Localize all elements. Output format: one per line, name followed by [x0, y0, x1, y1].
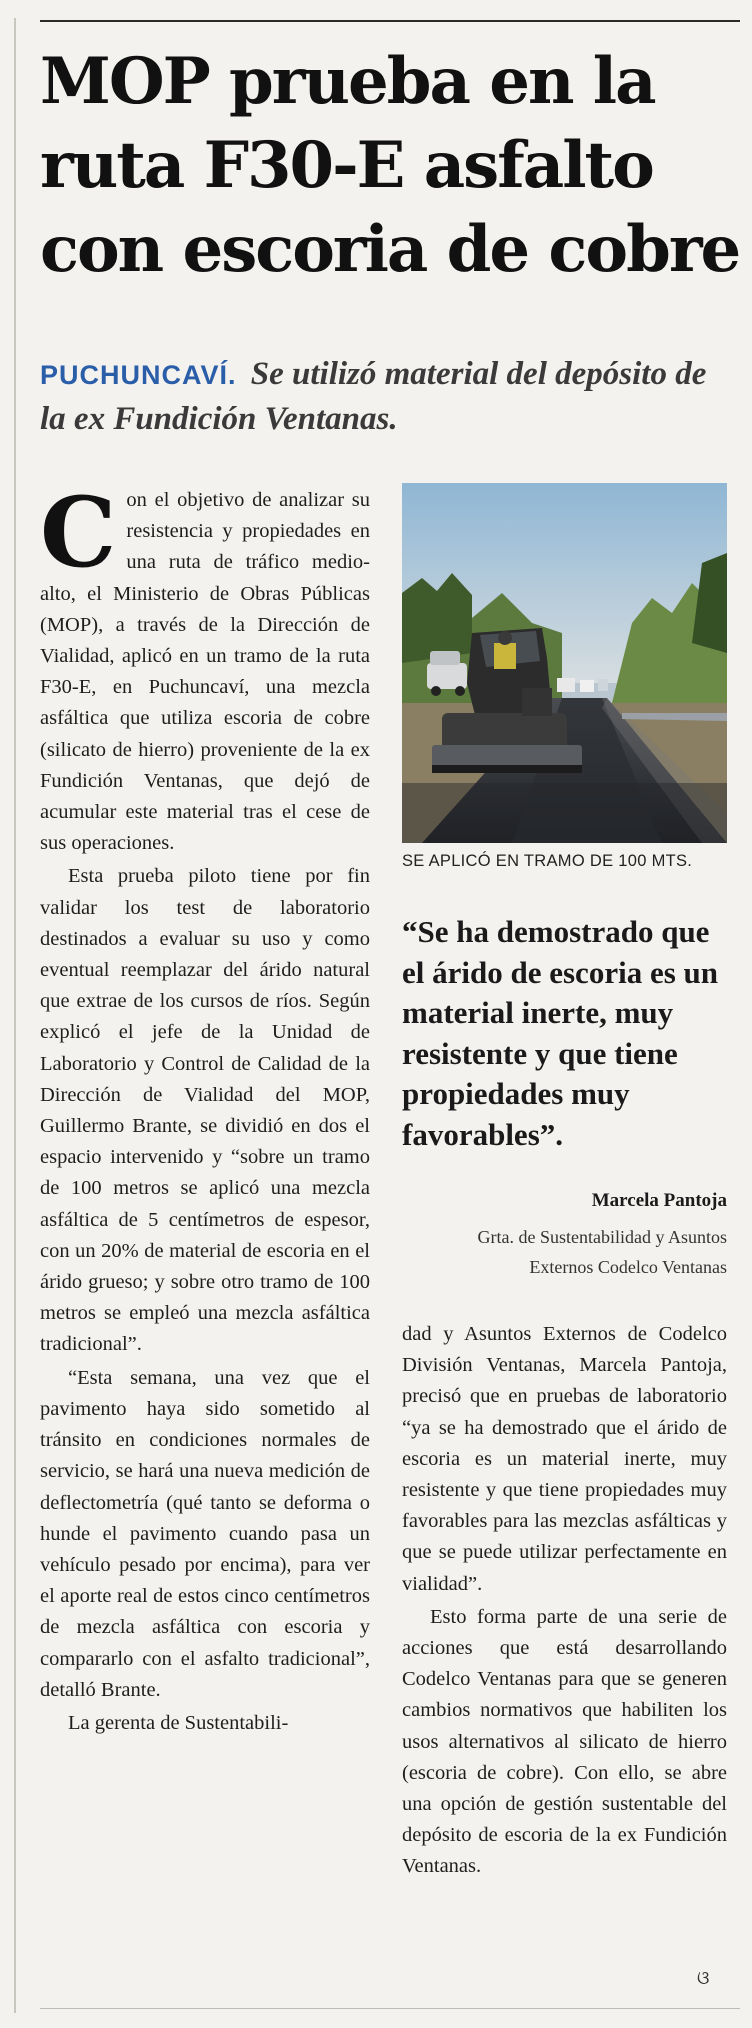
body-paragraph-1-text: on el objetivo de analizar su resistencia y propiedades en una ruta de tráfico medio-alto, el Ministerio de Obras Públicas (MOP), a través de la Dirección de Vialidad, aplicó en un tramo de la ruta F30-E, en Puchuncaví, una mezcla asfáltica que utiliza escoria de cobre (silicato de hierro) proveniente de la ex Fundición Ventanas, que dejó de acumular este material tras el cese de sus operaciones.	[40, 489, 370, 855]
quote-role-line-1: Grta. de Sustentabilidad y Asuntos	[477, 1227, 727, 1247]
deck	[40, 352, 740, 441]
headline-line-2: ruta F30-E asfalto	[40, 128, 653, 203]
column-divider	[14, 18, 16, 2013]
body-paragraph-3: “Esta semana, una vez que el pavimento haya sido sometido al tránsito en condiciones normales de servicio, se hará una nueva medición de deflectometría (qué tanto se deforma o hunde el pavimento cuando pasa un vehículo pesado por encima), para ver el aporte real de estos cinco centímetros de mezcla asfáltica con escoria y compararlo con el asfalto tradicional”, detalló Brante.	[40, 1366, 370, 1701]
drop-cap: C	[40, 476, 117, 589]
top-rule	[40, 20, 740, 22]
article-photo	[402, 483, 727, 843]
pull-quote: “Se ha demostrado que el árido de escoria es un material inerte, muy resistente y que tiene propiedades muy favorables”.	[402, 914, 718, 1152]
deck-text: Se utilizó material del depósito de la ex Fundición Ventanas.	[40, 356, 707, 437]
headline-line-3: con escoria de cobre	[40, 212, 740, 287]
body-column-right	[402, 1319, 727, 1883]
photo-caption: SE APLICÓ EN TRAMO DE 100 MTS.	[402, 852, 693, 870]
road-paving-illustration	[402, 483, 727, 843]
body-paragraph-2: Esta prueba piloto tiene por fin validar los test de laboratorio destinados a evaluar su uso y como eventual reemplazar del árido natural que extrae de los cursos de ríos. Según explicó el jefe de la Unidad de Laboratorio y Control de Calidad de la Dirección de Vialidad del MOP, Guillermo Brante, se dividió en dos el espacio intervenido y “sobre un tramo de 100 metros se aplicó una mezcla asfáltica de 5 centímetros de espesor, con un 20% de material de escoria en el árido grueso; y sobre otro tramo de 100 metros se empleó una mezcla asfáltica tradicional”.	[40, 865, 370, 1356]
deck-kicker: PUCHUNCAVÍ.	[40, 360, 237, 390]
quote-attribution-role	[402, 1222, 727, 1282]
end-mark-icon: ଓ	[697, 1968, 710, 1989]
quote-role-line-2: Externos Codelco Ventanas	[529, 1257, 727, 1277]
body-paragraph-1	[40, 476, 370, 859]
body-paragraph-5: dad y Asuntos Externos de Codelco División Ventanas, Marcela Pantoja, precisó que en pruebas de laboratorio “ya se ha demostrado que el árido de escoria es un material inerte, muy resistente y que tiene propiedades muy favorables para las mezclas asfálticas y que se puede utilizar perfectamente en vialidad”.	[402, 1323, 727, 1595]
body-paragraph-4: La gerenta de Sustentabili-	[68, 1711, 289, 1734]
quote-attribution-name: Marcela Pantoja	[591, 1190, 727, 1211]
body-column-left	[40, 476, 370, 1739]
body-paragraph-6: Esto forma parte de una serie de acciones que está desarrollando Codelco Ventanas para que se generen cambios normativos que habiliten los usos alternativos al silicato de hierro (escoria de cobre). Con ello, se abre una opción de gestión sustentable del depósito de escoria de la ex Fundición Ventanas.	[402, 1605, 727, 1878]
headline	[40, 40, 740, 292]
headline-line-1: MOP prueba en la	[40, 44, 655, 119]
bottom-rule	[40, 2008, 740, 2009]
